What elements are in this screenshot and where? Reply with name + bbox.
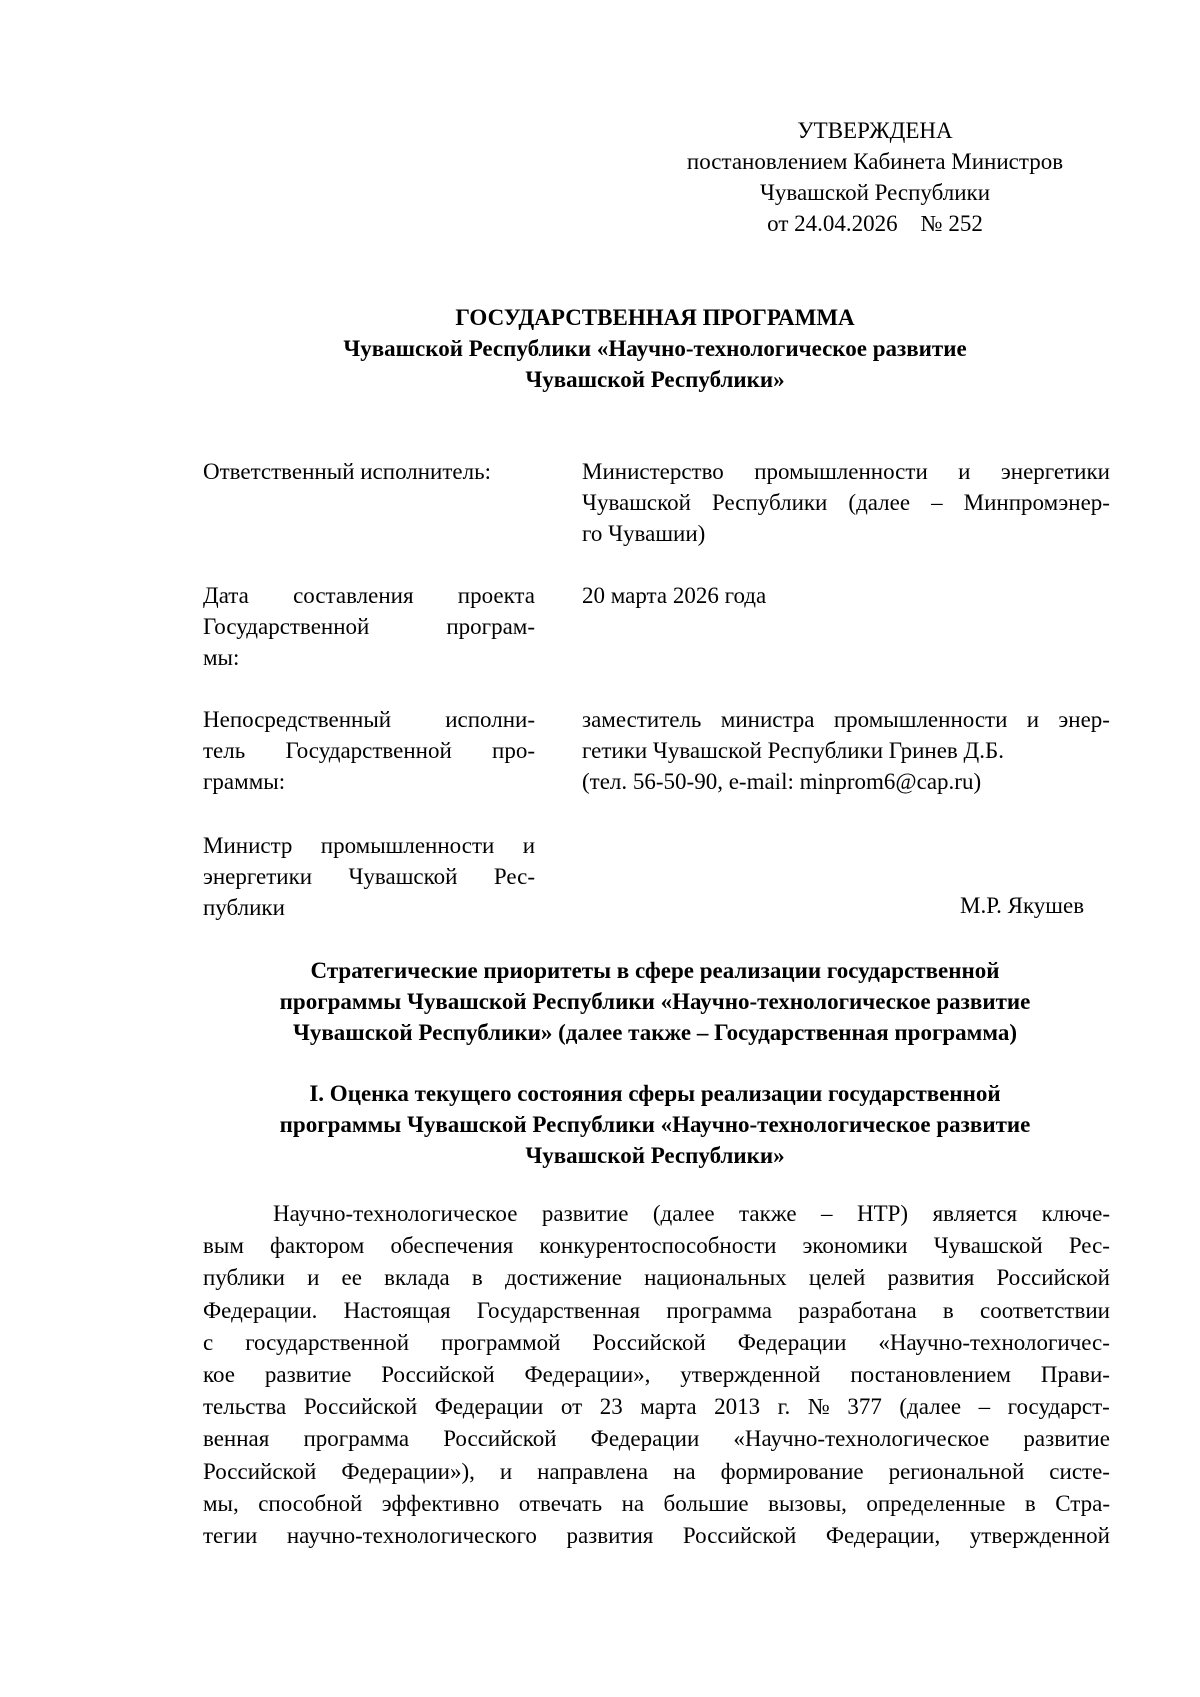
info-label [203, 704, 535, 797]
info-value [582, 580, 1110, 611]
body-line: венная программа Российской Федерации «Научно-технологическое развитие [203, 1426, 1110, 1452]
approval-region: Чувашской Республики [759, 180, 991, 205]
info-label-line: тель Государственной про- [203, 738, 535, 763]
info-label [203, 830, 535, 923]
info-label [203, 580, 535, 673]
body-line: Федерации. Настоящая Государственная программа разработана в соответствии [203, 1297, 1110, 1323]
program-title-line: ГОСУДАРСТВЕННАЯ ПРОГРАММА [455, 305, 855, 330]
approval-block [640, 115, 1110, 239]
body-line: тельства Российской Федерации от 23 марта 2013 г. № 377 (далее – государст- [203, 1394, 1110, 1420]
info-value-line: гетики Чувашской Республики Гринев Д.Б. [582, 738, 1004, 763]
info-value-line: 20 марта 2026 года [582, 583, 767, 608]
body-line: мы, способной эффективно отвечать на большие вызовы, определенные в Стра- [203, 1490, 1110, 1516]
info-label-line: мы: [203, 645, 240, 670]
body-line: публики и ее вклада в достижение национальных целей развития Российской [203, 1265, 1110, 1291]
heading-line: Чувашской Республики» [525, 1143, 785, 1168]
section1-heading [200, 1078, 1110, 1171]
info-label-line: публики [203, 895, 285, 920]
program-title [200, 302, 1110, 395]
program-title-line: Чувашской Республики «Научно-технологическое развитие [343, 336, 967, 361]
info-value-line: заместитель министра промышленности и энер- [582, 707, 1110, 732]
approval-title: УТВЕРЖДЕНА [797, 118, 953, 143]
heading-line: I. Оценка текущего состояния сферы реализации государственной [309, 1081, 1001, 1106]
info-label-line: Ответственный исполнитель: [203, 459, 491, 484]
info-label [203, 456, 535, 487]
body-paragraph [203, 1198, 1110, 1552]
body-line: Научно-технологическое развитие (далее также – НТР) является ключе- [273, 1201, 1110, 1226]
minister-name: М.Р. Якушев [960, 893, 1085, 918]
body-line: Российской Федерации»), и направлена на формирование региональной систе- [203, 1458, 1110, 1484]
info-value [582, 456, 1110, 549]
info-value-line: го Чувашии) [582, 521, 706, 546]
heading-line: программы Чувашской Республики «Научно-технологическое развитие [279, 1112, 1031, 1137]
approval-date-number: от 24.04.2026 № 252 [767, 211, 983, 236]
info-label-line: Государственной програм- [203, 614, 535, 639]
heading-line: Чувашской Республики» (далее также – Государственная программа) [292, 1020, 1018, 1045]
info-value-line: Чувашской Республики (далее – Минпромэнер- [582, 490, 1110, 515]
heading-line: Стратегические приоритеты в сфере реализации государственной [310, 958, 1000, 983]
heading-line: программы Чувашской Республики «Научно-технологическое развитие [279, 989, 1031, 1014]
body-line: вым фактором обеспечения конкурентоспособности экономики Чувашской Рес- [203, 1233, 1110, 1259]
program-title-line: Чувашской Республики» [525, 367, 785, 392]
info-value-line: Министерство промышленности и энергетики [582, 459, 1110, 484]
info-label-line: Дата составления проекта [203, 583, 535, 608]
info-label-line: Непосредственный исполни- [203, 707, 535, 732]
info-label-line: Министр промышленности и [203, 833, 535, 858]
info-value-line: (тел. 56-50-90, e-mail: minprom6@cap.ru) [582, 769, 982, 794]
priorities-heading [200, 955, 1110, 1048]
body-line: с государственной программой Российской Федерации «Научно-технологичес- [203, 1329, 1110, 1355]
info-label-line: энергетики Чувашской Рес- [203, 864, 535, 889]
info-label-line: граммы: [203, 769, 286, 794]
info-value [582, 704, 1110, 797]
body-line: кое развитие Российской Федерации», утвержденной постановлением Прави- [203, 1362, 1110, 1388]
approval-decree: постановлением Кабинета Министров [686, 149, 1064, 174]
body-line: тегии научно-технологического развития Российской Федерации, утвержденной [203, 1523, 1110, 1549]
